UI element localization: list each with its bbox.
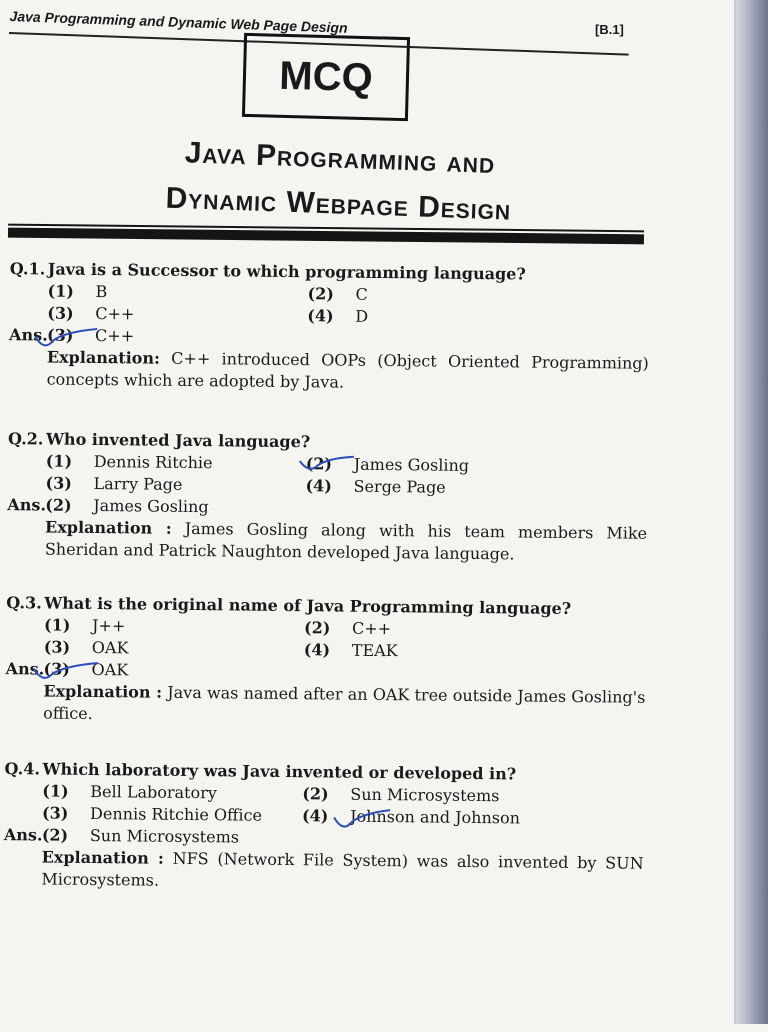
explanation-text: James Gosling along with his team members Mike Sheridan and Patrick Naughton developed Java language. <box>44 518 648 564</box>
option-item <box>42 802 302 827</box>
option-label: TEAK <box>351 640 398 661</box>
option-number: (3) <box>47 303 74 323</box>
option-label: Dennis Ritchie <box>93 451 213 473</box>
option-label: B <box>95 282 108 302</box>
option-number: (1) <box>45 451 73 471</box>
option-item <box>307 305 607 330</box>
option-item <box>307 283 607 308</box>
option-item <box>304 639 604 664</box>
option-number: (2) <box>303 618 331 638</box>
question-number: Q.3. <box>6 593 42 613</box>
mcq-badge-label: MCQ <box>278 53 374 100</box>
handwritten-check-mark-icon <box>330 807 400 834</box>
option-number: (1) <box>42 781 69 801</box>
option-label: OAK <box>91 637 129 658</box>
question-body: Which laboratory was Java invented or developed in? <box>42 759 517 784</box>
option-item <box>45 472 305 497</box>
question-block <box>7 428 648 567</box>
answer-label: Ans. <box>5 659 45 679</box>
page-number: [B.1] <box>595 22 624 37</box>
question-body: What is the original name of Java Programming language? <box>44 593 572 619</box>
option-label: C++ <box>351 618 392 639</box>
option-label: Larry Page <box>93 473 183 494</box>
handwritten-check-mark-icon <box>29 660 109 685</box>
option-item <box>46 450 306 475</box>
option-number: (1) <box>43 615 71 635</box>
answer-number: (2) <box>41 825 69 845</box>
option-label: Serge Page <box>353 476 446 497</box>
answer-number: (3) <box>43 659 70 679</box>
explanation-label: Explanation : <box>45 517 172 538</box>
answer-text: OAK <box>91 659 129 680</box>
option-item <box>47 281 307 306</box>
option-number: (2) <box>302 784 329 804</box>
option-number: (3) <box>43 637 71 657</box>
option-item <box>42 780 302 805</box>
option-number: (3) <box>45 473 72 493</box>
explanation <box>5 680 645 731</box>
explanation <box>3 846 643 897</box>
answer-number: (2) <box>45 495 72 515</box>
option-number: (1) <box>47 281 74 301</box>
handwritten-check-mark-icon <box>296 453 366 476</box>
explanation-text: C++ introduced OOPs (Object Oriented Programming) concepts which are adopted by Java. <box>46 348 649 392</box>
running-header-title: Java Programming and Dynamic Web Page Design <box>9 7 348 36</box>
explanation-label: Explanation: <box>46 347 161 368</box>
explanation-text: NFS (Network File System) was also invented by SUN Microsystems. <box>41 848 644 890</box>
question-block <box>3 758 644 897</box>
question-body: Java is a Successor to which programming language? <box>47 259 526 284</box>
option-label: Dennis Ritchie Office <box>90 803 263 825</box>
option-label: Bell Laboratory <box>90 781 217 803</box>
question-number: Q.4. <box>4 759 41 779</box>
explanation <box>7 516 647 567</box>
option-label: James Gosling <box>353 454 470 475</box>
question-body: Who invented Java language? <box>45 429 311 452</box>
option-item <box>44 636 304 661</box>
option-number: (4) <box>301 806 329 826</box>
answer-text: Sun Microsystems <box>89 825 240 847</box>
question-number: Q.2. <box>7 429 44 449</box>
option-number: (3) <box>42 803 69 823</box>
explanation <box>9 346 649 397</box>
explanation-text: Java was named after an OAK tree outside James Gosling's office. <box>43 682 646 723</box>
answer-text: James Gosling <box>93 495 209 517</box>
answer-label: Ans. <box>9 325 48 345</box>
option-label: Sun Microsystems <box>350 784 500 806</box>
answer-number: (3) <box>47 325 74 345</box>
option-number: (2) <box>305 454 333 474</box>
option-item <box>304 617 604 642</box>
explanation-label: Explanation : <box>41 847 165 868</box>
options-grid <box>9 280 649 331</box>
option-label: Johnson and Johnson <box>349 806 521 828</box>
option-label: D <box>355 306 369 326</box>
option-item <box>47 302 307 327</box>
option-label: J++ <box>91 615 126 636</box>
answer-label: Ans. <box>7 495 47 515</box>
chapter-title-line-1: Java Programming and <box>184 136 496 181</box>
option-item <box>44 614 304 639</box>
answer-label: Ans. <box>3 825 43 845</box>
chapter-title-line-2: Dynamic Webpage Design <box>165 181 512 227</box>
options-grid <box>4 780 644 831</box>
option-item <box>302 783 602 808</box>
option-number: (4) <box>305 476 332 496</box>
handwritten-check-mark-icon <box>31 326 111 351</box>
answer-text: C++ <box>95 326 135 346</box>
option-number: (2) <box>307 284 334 304</box>
option-item <box>305 475 605 500</box>
options-grid <box>6 614 646 665</box>
option-label: C++ <box>95 304 135 324</box>
option-number: (4) <box>307 306 334 326</box>
option-number: (4) <box>303 640 331 660</box>
question-number: Q.1. <box>9 259 46 279</box>
explanation-label: Explanation : <box>43 681 163 702</box>
option-label: C <box>355 284 368 304</box>
